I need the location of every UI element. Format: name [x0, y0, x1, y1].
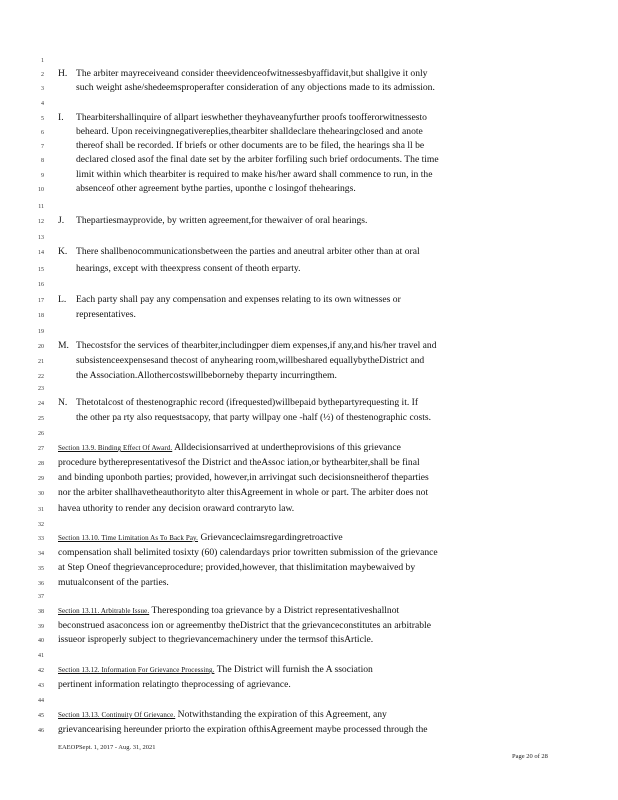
text-line	[58, 111, 528, 125]
line-number: 19	[38, 329, 44, 335]
text-line	[58, 396, 528, 410]
line-number: 42	[38, 668, 44, 674]
line-number: 2	[41, 72, 44, 78]
line-text: issueor isproperly subject to thegrievancemachinery under the termsof thisArticle.	[58, 634, 374, 645]
line-text: Alldecisionsarrived at undertheprovisions of this grievance	[174, 442, 401, 453]
text-line	[58, 214, 528, 228]
line-number: 12	[38, 219, 44, 225]
text-line	[58, 633, 528, 647]
text-line	[76, 411, 528, 425]
line-text: Thepartiesmayprovide, by written agreement,for thewaiver of oral hearings.	[76, 215, 368, 226]
list-marker: J.	[58, 215, 65, 226]
list-marker: N.	[58, 397, 68, 408]
text-line	[58, 576, 528, 590]
line-number: 34	[38, 551, 44, 557]
line-text: Notwithstanding the expiration of this Agreement, any	[177, 709, 387, 720]
section-heading: Section 13.13. Continuity Of Grievance.	[58, 711, 176, 719]
text-line	[58, 339, 528, 353]
line-number: 20	[38, 344, 44, 350]
line-text: Thecostsfor the services of thearbiter,includingper diem expenses,if any,and his/her travel and	[76, 340, 437, 351]
line-text: declared closed asof the final date set by the arbiter forfiling such brief ordocuments. The time	[76, 154, 439, 165]
line-number: 14	[38, 250, 44, 256]
line-number: 10	[38, 187, 44, 193]
line-number: 11	[38, 204, 44, 210]
text-line	[58, 561, 528, 575]
line-text: and binding uponboth parties; provided, however,in arrivingat such decisionsneitherof theparties	[58, 472, 429, 483]
list-marker: M.	[58, 340, 69, 351]
line-number: 25	[38, 416, 44, 422]
text-line	[76, 354, 528, 368]
list-marker: I.	[58, 112, 64, 123]
line-number: 41	[38, 653, 44, 659]
line-number: 1	[41, 58, 44, 64]
footer-page-number: Page 20 of 28	[512, 753, 548, 760]
text-line	[58, 486, 528, 500]
line-text: representatives.	[76, 309, 136, 320]
text-line	[58, 723, 528, 737]
line-number: 40	[38, 638, 44, 644]
line-text: havea uthority to render any decision oraward contraryto law.	[58, 503, 295, 514]
line-number: 31	[38, 507, 44, 513]
line-text: Grievanceclaimsregardingretroactive	[200, 532, 343, 543]
line-number: 6	[41, 130, 44, 136]
line-number: 35	[38, 566, 44, 572]
line-number: 38	[38, 609, 44, 615]
text-line	[76, 153, 528, 167]
line-text: procedure bytherepresentativesof the District and theAssoc iation,or bythearbiter,shall be final	[58, 457, 420, 468]
text-line	[58, 663, 528, 677]
list-marker: K.	[58, 246, 68, 257]
line-text: Theresponding toa grievance by a District representativeshallnot	[151, 605, 400, 616]
line-text: Each party shall pay any compensation and expenses relating to its own witnesses or	[76, 294, 401, 305]
line-number: 27	[38, 446, 44, 452]
list-marker: L.	[58, 294, 67, 305]
line-number: 26	[38, 431, 44, 437]
text-line	[76, 139, 528, 153]
text-line	[58, 293, 528, 307]
text-line	[58, 441, 528, 455]
text-line	[76, 182, 528, 196]
footer-date-range: EAEOPSept. 1, 2017 - Aug. 31, 2021	[58, 744, 156, 751]
line-number: 32	[38, 522, 44, 528]
line-text: mutualconsent of the parties.	[58, 577, 169, 588]
line-text: pertinent information relatingto theprocessing of agrievance.	[58, 679, 291, 690]
line-text: beconstrued asaconcess ion or agreementby theDistrict that the grievanceconstitutes an arbitrable	[58, 620, 431, 631]
line-number: 9	[41, 173, 44, 179]
text-line	[58, 546, 528, 560]
line-text: beheard. Upon receivingnegativereplies,thearbiter shalldeclare thehearingclosed and anote	[76, 126, 423, 137]
line-number: 24	[38, 401, 44, 407]
line-text: such weight ashe/shedeemsproperafter consideration of any objections made to its admission.	[76, 82, 435, 93]
line-number: 16	[38, 282, 44, 288]
text-line	[58, 502, 528, 516]
text-line	[58, 67, 528, 81]
line-number: 17	[38, 298, 44, 304]
list-marker: H.	[58, 68, 68, 79]
text-line	[58, 245, 528, 259]
line-text: limit within which thearbiter is required to make his/her award shall commence to run, in the	[76, 169, 433, 180]
line-number: 21	[38, 359, 44, 365]
line-number: 33	[38, 536, 44, 542]
text-line	[58, 531, 528, 545]
text-line	[76, 168, 528, 182]
line-number: 7	[41, 144, 44, 150]
text-line	[58, 604, 528, 618]
section-heading: Section 13.9. Binding Effect Of Award.	[58, 444, 173, 452]
line-number: 44	[38, 698, 44, 704]
text-line	[58, 619, 528, 633]
line-number: 29	[38, 476, 44, 482]
line-text: at Step Oneof thegrievanceprocedure; provided,however, that thislimitation maybewaived by	[58, 562, 416, 573]
text-line	[76, 308, 528, 322]
line-number: 5	[41, 116, 44, 122]
line-number: 15	[38, 267, 44, 273]
line-number: 23	[38, 386, 44, 392]
line-number: 18	[38, 313, 44, 319]
text-line	[58, 456, 528, 470]
line-number: 36	[38, 581, 44, 587]
line-text: There shallbenocommunicationsbetween the parties and aneutral arbiter other than at oral	[76, 246, 420, 257]
line-text: The District will furnish the A ssociation	[216, 664, 373, 675]
line-text: nor the arbiter shallhavetheauthorityto alter thisAgreement in whole or part. The arbiter does not	[58, 487, 429, 498]
line-text: absenceof other agreement bythe parties, uponthe c losingof thehearings.	[76, 183, 356, 194]
line-number: 45	[38, 713, 44, 719]
line-number: 30	[38, 491, 44, 497]
section-heading: Section 13.11. Arbitrable Issue.	[58, 607, 150, 615]
line-number: 46	[38, 728, 44, 734]
line-text: Thetotalcost of thestenographic record (ifrequested)willbepaid bythepartyrequesting it. If	[76, 397, 419, 408]
line-number: 43	[38, 683, 44, 689]
line-number: 13	[38, 235, 44, 241]
line-text: The arbiter mayreceiveand consider theevidenceofwitnessesbyaffidavit,but shallgive it only	[76, 68, 428, 79]
text-line	[76, 81, 528, 95]
line-text: the Association.Allothercostswillbeborneby theparty incurringthem.	[76, 370, 337, 381]
line-text: grievancearising hereunder priorto the expiration ofthisAgreement maybe processed through the	[58, 724, 428, 735]
section-heading: Section 13.12. Information For Grievance Processing.	[58, 666, 215, 674]
line-text: thereof shall be recorded. If briefs or other documents are to be filed, the hearings sha ll be	[76, 140, 425, 151]
line-text: hearings, except with theexpress consent of theoth erparty.	[76, 263, 301, 274]
line-number: 3	[41, 86, 44, 92]
line-text: Thearbitershallinquire of allpart ieswhether theyhaveanyfurther proofs toofferorwitnessesto	[76, 112, 427, 123]
line-number: 39	[38, 624, 44, 630]
line-number: 28	[38, 461, 44, 467]
text-line	[76, 369, 528, 383]
text-line	[58, 678, 528, 692]
line-number: 4	[41, 101, 44, 107]
line-number: 8	[41, 158, 44, 164]
line-number: 22	[38, 374, 44, 380]
line-number: 37	[38, 594, 44, 600]
text-line	[76, 125, 528, 139]
text-line	[58, 708, 528, 722]
text-line	[58, 471, 528, 485]
line-text: compensation shall belimited tosixty (60) calendardays prior towritten submission of the grievance	[58, 547, 438, 558]
text-line	[76, 262, 528, 276]
section-heading: Section 13.10. Time Limitation As To Back Pay.	[58, 534, 199, 542]
line-text: the other pa rty also requestsacopy, that party willpay one -half (½) of thestenographic costs.	[76, 412, 432, 423]
line-text: subsistenceexpensesand thecost of anyhearing room,willbeshared equallybytheDistrict and	[76, 355, 425, 366]
